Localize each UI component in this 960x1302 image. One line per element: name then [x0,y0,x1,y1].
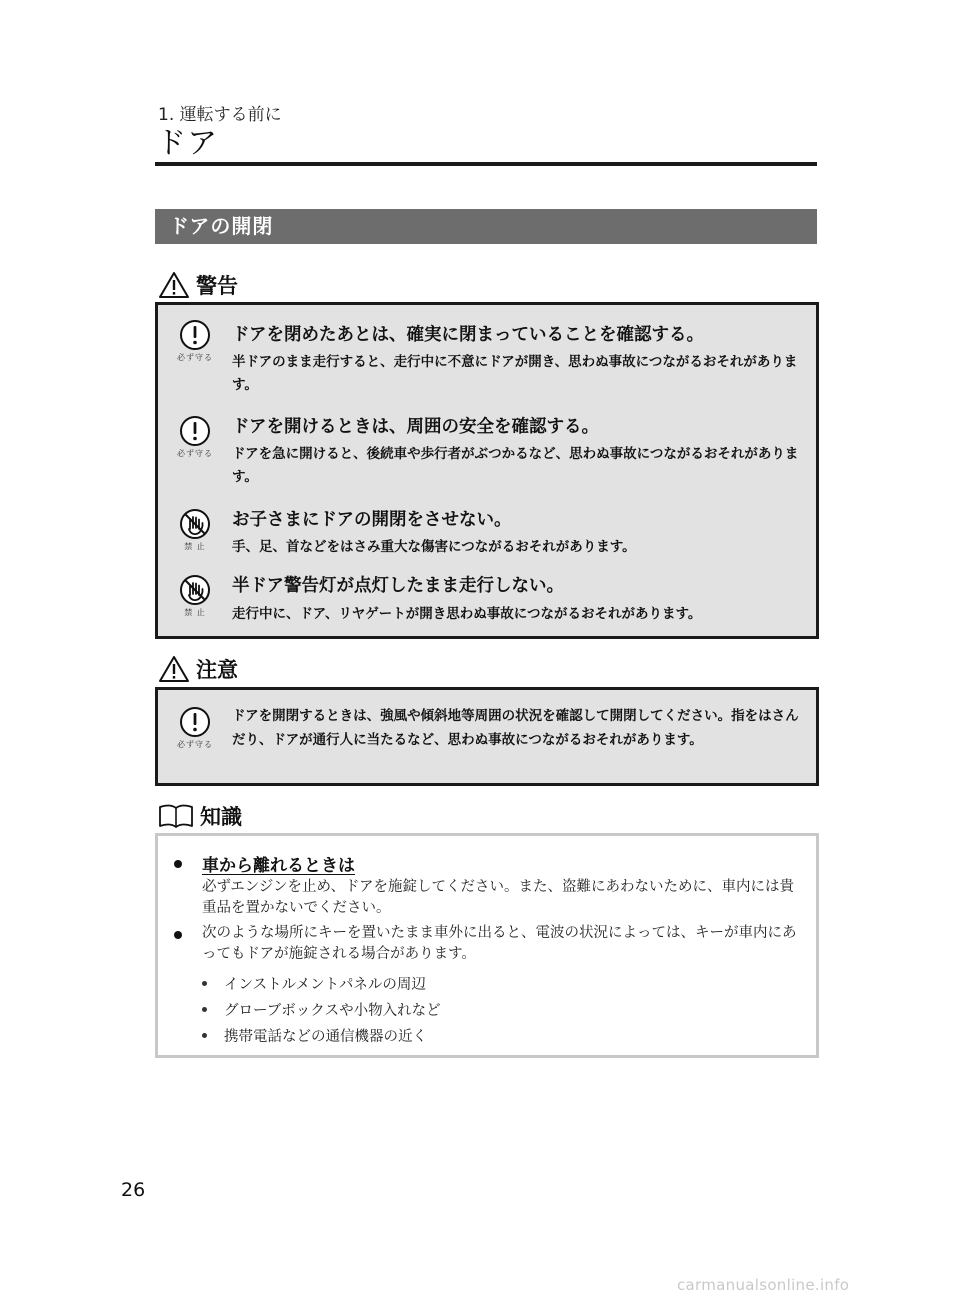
caution-item-body: ドアを開閉するときは、強風や傾斜地等周囲の状況を確認して開閉してください。指をはさんだり、ドアが通行人に当たるなど、思わぬ事故につながるおそれがあります。 [232,708,799,748]
warning-item-body: 手、足、首などをはさみ重大な傷害につながるおそれがあります。 [232,539,636,555]
prohibition-symbol [172,508,218,552]
title-divider [155,162,817,166]
knowledge-subitem-text: グローブボックスや小物入れなど [224,1003,441,1019]
knowledge-item-text: 次のような場所にキーを置いたまま車外に出ると、電波の状況によっては、キーが車内にあってもドアが施錠される場合があります。 [202,925,797,962]
knowledge-subitem-text: インストルメントパネルの周辺 [224,977,426,993]
caution-label [158,654,238,684]
knowledge-subitem-text: 携帯電話などの通信機器の近く [224,1029,427,1045]
exclamation-circle-icon [179,319,211,351]
caution-triangle-icon [158,655,190,683]
prohibition-symbol [172,574,218,618]
exclamation-circle-icon [179,415,211,447]
mandatory-symbol [172,415,218,459]
knowledge-item-heading: 車から離れるときは [202,856,355,876]
warning-item-body: 走行中に、ドア、リヤゲートが開き思わぬ事故につながるおそれがあります。 [232,606,702,622]
knowledge-label-text: 知識 [200,805,242,829]
page-title: ドア [156,126,220,161]
knowledge-box [155,833,819,1058]
bullet-dot [174,931,182,939]
knowledge-subitem [202,1025,427,1046]
mandatory-symbol [172,706,218,750]
bullet-dot [174,860,182,868]
symbol-caption: 必ず守る [177,740,213,749]
page-number: 26 [121,1179,146,1201]
knowledge-subitem [202,973,426,994]
warning-item-heading: 半ドア警告灯が点灯したまま走行しない。 [232,576,564,596]
caution-label-text: 注意 [196,658,238,682]
warning-item-body: ドアを急に開けると、後続車や歩行者がぶつかるなど、思わぬ事故につながるおそれがあります。 [232,446,799,485]
knowledge-subitem [202,999,441,1020]
chapter-breadcrumb: 1. 運転する前に [158,105,282,125]
warning-item-body: 半ドアのまま走行すると、走行中に不意にドアが開き、思わぬ事故につながるおそれがあります。 [232,354,798,393]
mandatory-symbol [172,319,218,363]
warning-label [158,270,238,300]
warning-label-text: 警告 [196,274,238,298]
warning-item-heading: ドアを開けるときは、周囲の安全を確認する。 [232,417,599,437]
symbol-caption: 必ず守る [177,449,213,458]
exclamation-circle-icon [179,706,211,738]
warning-item-heading: お子さまにドアの開閉をさせない。 [232,510,512,530]
knowledge-item-text: 必ずエンジンを止め、ドアを施錠してください。また、盗難にあわないために、車内には貴重品を置かないでください。 [202,879,795,916]
symbol-caption: 必ず守る [177,353,213,362]
warning-triangle-icon [158,271,190,299]
warning-box [155,302,819,639]
section-heading: ドアの開閉 [155,209,817,244]
warning-item-heading: ドアを閉めたあとは、確実に閉まっていることを確認する。 [232,325,704,345]
symbol-caption: 禁 止 [184,542,206,551]
open-book-icon [158,803,194,829]
knowledge-label [158,801,242,831]
symbol-caption: 禁 止 [184,608,206,617]
prohibited-hand-icon [179,508,211,540]
prohibited-hand-icon [179,574,211,606]
watermark: carmanualsonline.info [677,1276,850,1294]
caution-box [155,687,819,786]
